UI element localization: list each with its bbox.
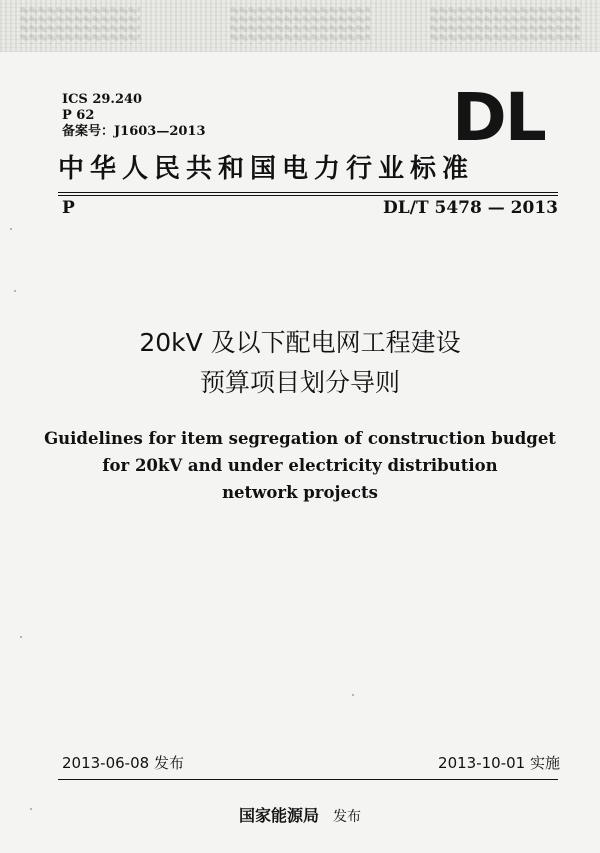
chinese-title-line-2: 预算项目划分导则 (199, 368, 400, 397)
scan-speck (352, 694, 354, 696)
issue-date: 2013-06-08 发布 (62, 754, 184, 772)
ics-code: ICS 29.240 (62, 92, 143, 107)
scan-texture (20, 6, 140, 44)
publisher-line (0, 803, 600, 826)
footer-divider (58, 779, 558, 780)
english-title-line-3: network projects (222, 483, 378, 502)
record-number: 备案号：J1603—2013 (62, 124, 206, 139)
publish-action: 发布 (333, 809, 361, 825)
english-title (0, 425, 600, 506)
category-letter: P (62, 198, 75, 218)
scan-speck (30, 808, 32, 810)
scan-texture (230, 6, 370, 44)
standard-category-title: 中华人民共和国电力行业标准 (58, 154, 475, 184)
scan-speck (14, 290, 16, 292)
classification-code: P 62 (62, 108, 95, 123)
english-title-line-2: for 20kV and under electricity distribution (102, 456, 498, 475)
scan-speck (10, 228, 12, 230)
scan-texture (430, 6, 580, 44)
implementation-date: 2013-10-01 实施 (438, 754, 560, 772)
document-meta (62, 92, 206, 140)
header-divider (58, 192, 558, 193)
standard-code: DL/T 5478 — 2013 (383, 198, 558, 218)
scanned-top-band (0, 0, 600, 52)
dl-logo: DL (452, 79, 545, 156)
header-divider (58, 195, 558, 196)
chinese-title-line-1: 20kV 及以下配电网工程建设 (139, 328, 461, 357)
publisher-name: 国家能源局 (238, 806, 319, 825)
english-title-line-1: Guidelines for item segregation of construction budget (44, 429, 556, 448)
scan-speck (20, 636, 22, 638)
